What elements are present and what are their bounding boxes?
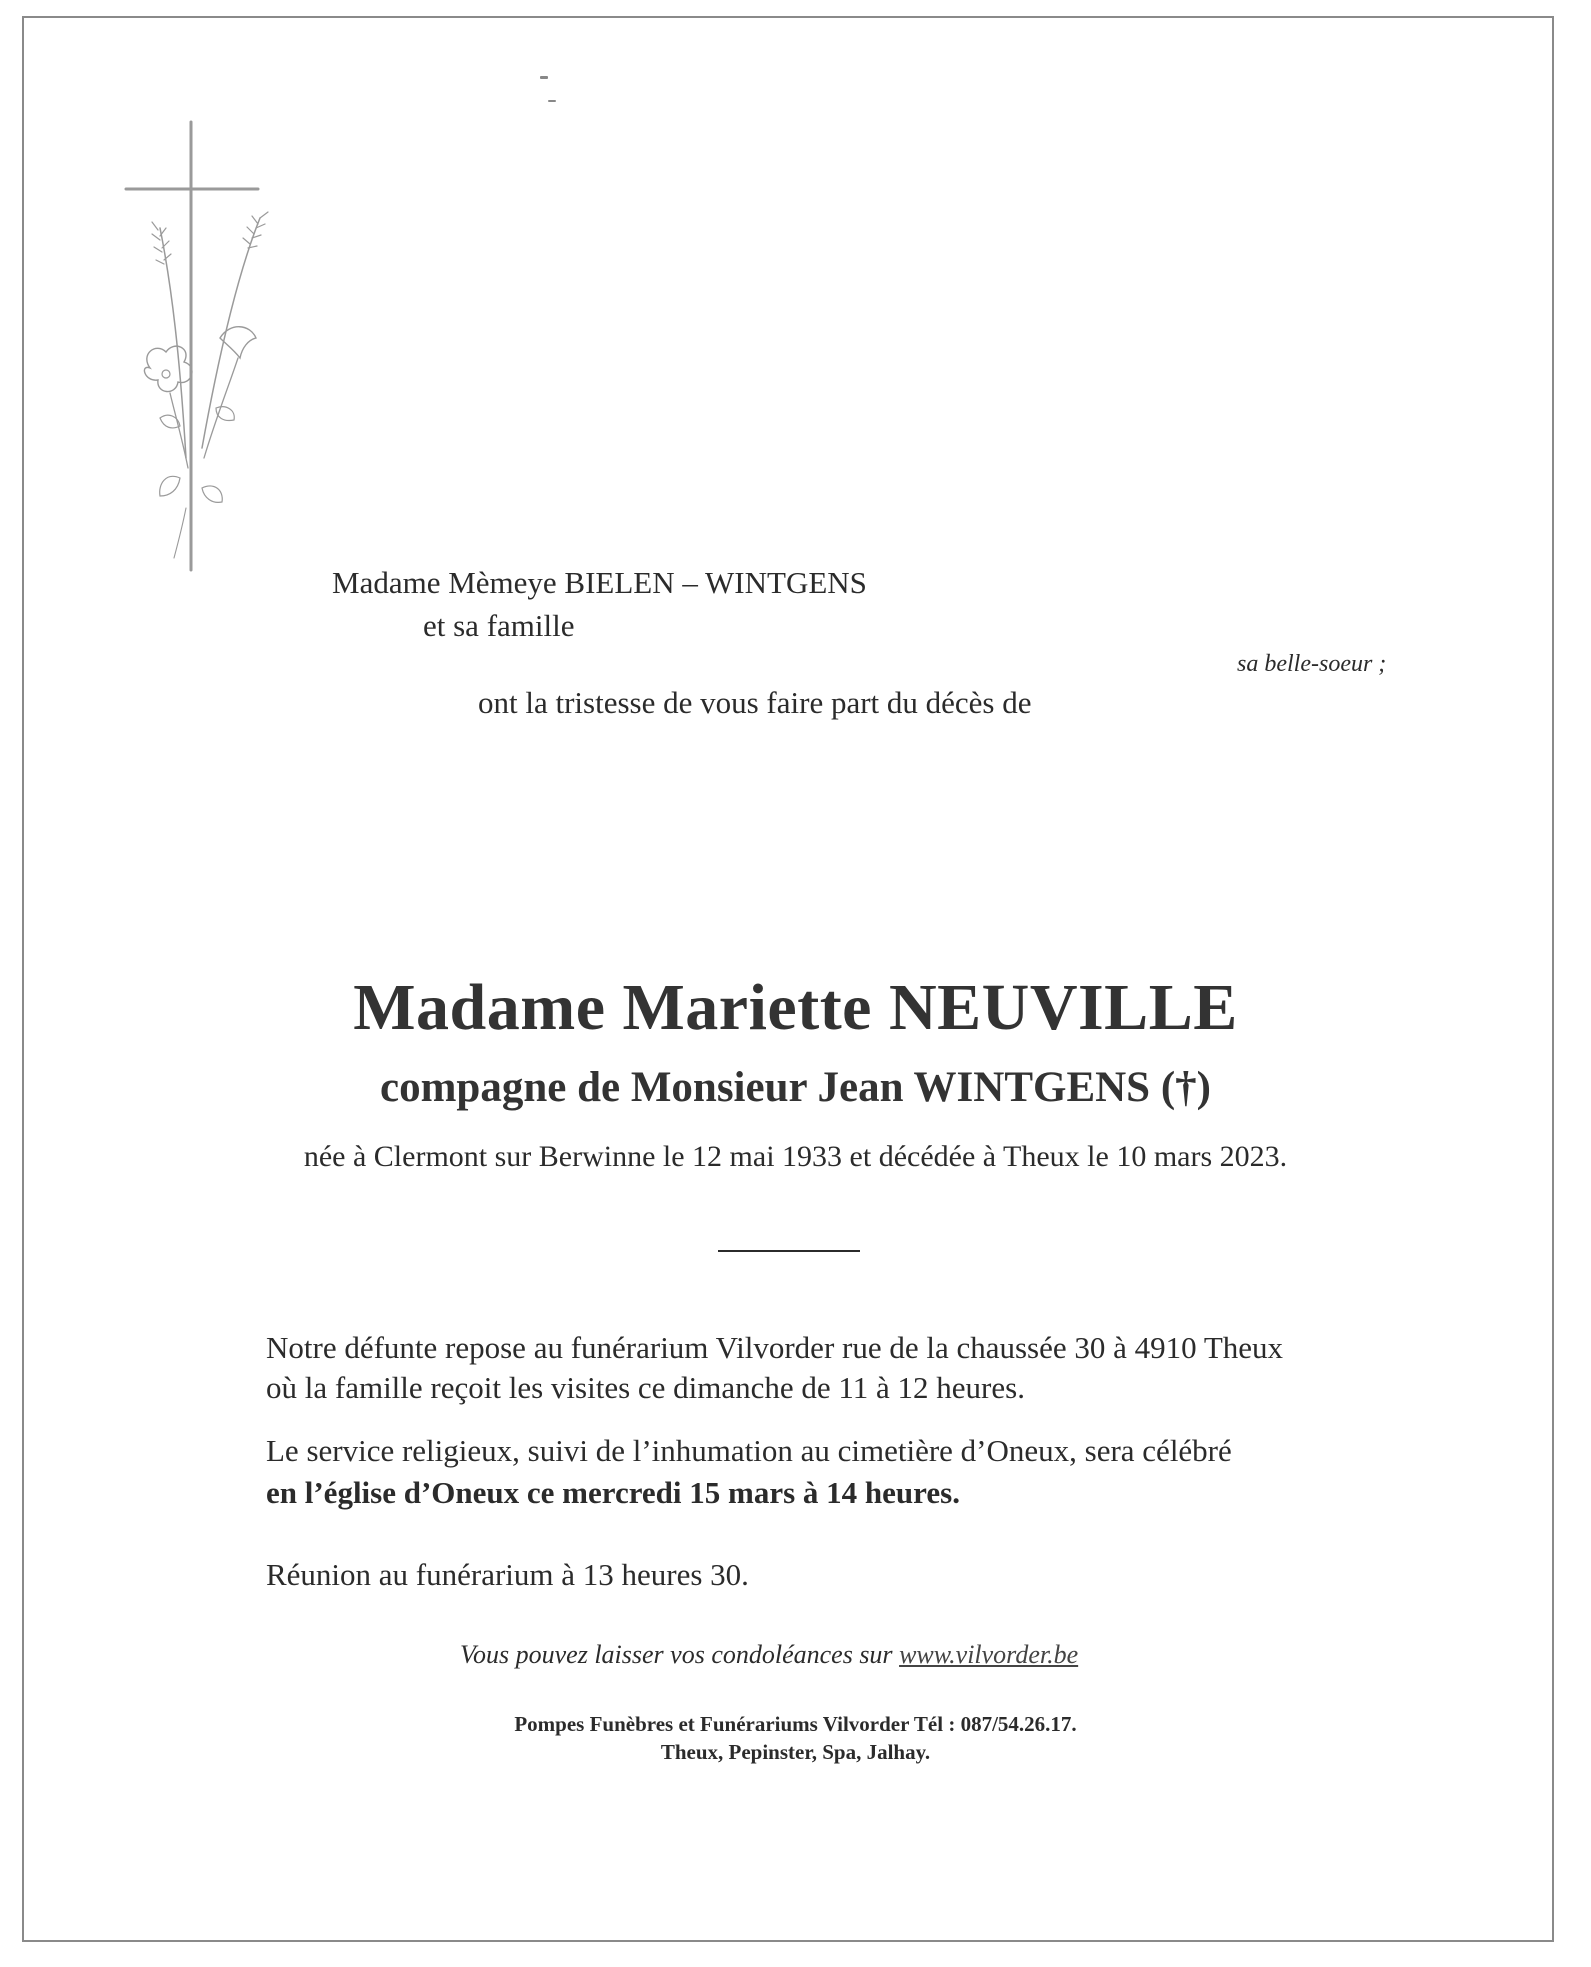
service-line-2: en l’église d’Oneux ce mercredi 15 mars à 14 heures. <box>266 1475 960 1510</box>
condolences-link[interactable]: www.vilvorder.be <box>899 1640 1079 1669</box>
sender-relation: sa belle-soeur ; <box>1237 651 1387 677</box>
deceased-name: Madame Mariette NEUVILLE <box>353 971 1238 1044</box>
condolences-line <box>460 1640 1078 1670</box>
deceased-dates: née à Clermont sur Berwinne le 12 mai 1933 et décédée à Theux le 10 mars 2023. <box>303 1140 1288 1173</box>
scan-speck <box>548 100 556 102</box>
announcement-text: ont la tristesse de vous faire part du décès de <box>478 685 1032 720</box>
cross-with-wheat-and-flowers-icon <box>120 118 290 578</box>
sender-family: et sa famille <box>423 608 575 643</box>
visitation-line-1: Notre défunte repose au funérarium Vilvorder rue de la chaussée 30 à 4910 Theux <box>266 1330 1284 1365</box>
funeral-home-contact: Pompes Funèbres et Funérariums Vilvorder Tél : 087/54.26.17. <box>514 1712 1077 1736</box>
meeting-info: Réunion au funérarium à 13 heures 30. <box>266 1557 749 1592</box>
visitation-line-2: où la famille reçoit les visites ce dimanche de 11 à 12 heures. <box>266 1370 1025 1405</box>
condolences-text: Vous pouvez laisser vos condoléances sur <box>460 1640 900 1669</box>
scan-speck <box>540 76 548 79</box>
section-divider <box>718 1250 860 1252</box>
funeral-home-locations: Theux, Pepinster, Spa, Jalhay. <box>660 1740 931 1764</box>
sender-name: Madame Mèmeye BIELEN – WINTGENS <box>332 565 867 600</box>
deceased-partner: compagne de Monsieur Jean WINTGENS (†) <box>380 1064 1211 1111</box>
service-line-1: Le service religieux, suivi de l’inhumation au cimetière d’Oneux, sera célébré <box>266 1433 1232 1468</box>
